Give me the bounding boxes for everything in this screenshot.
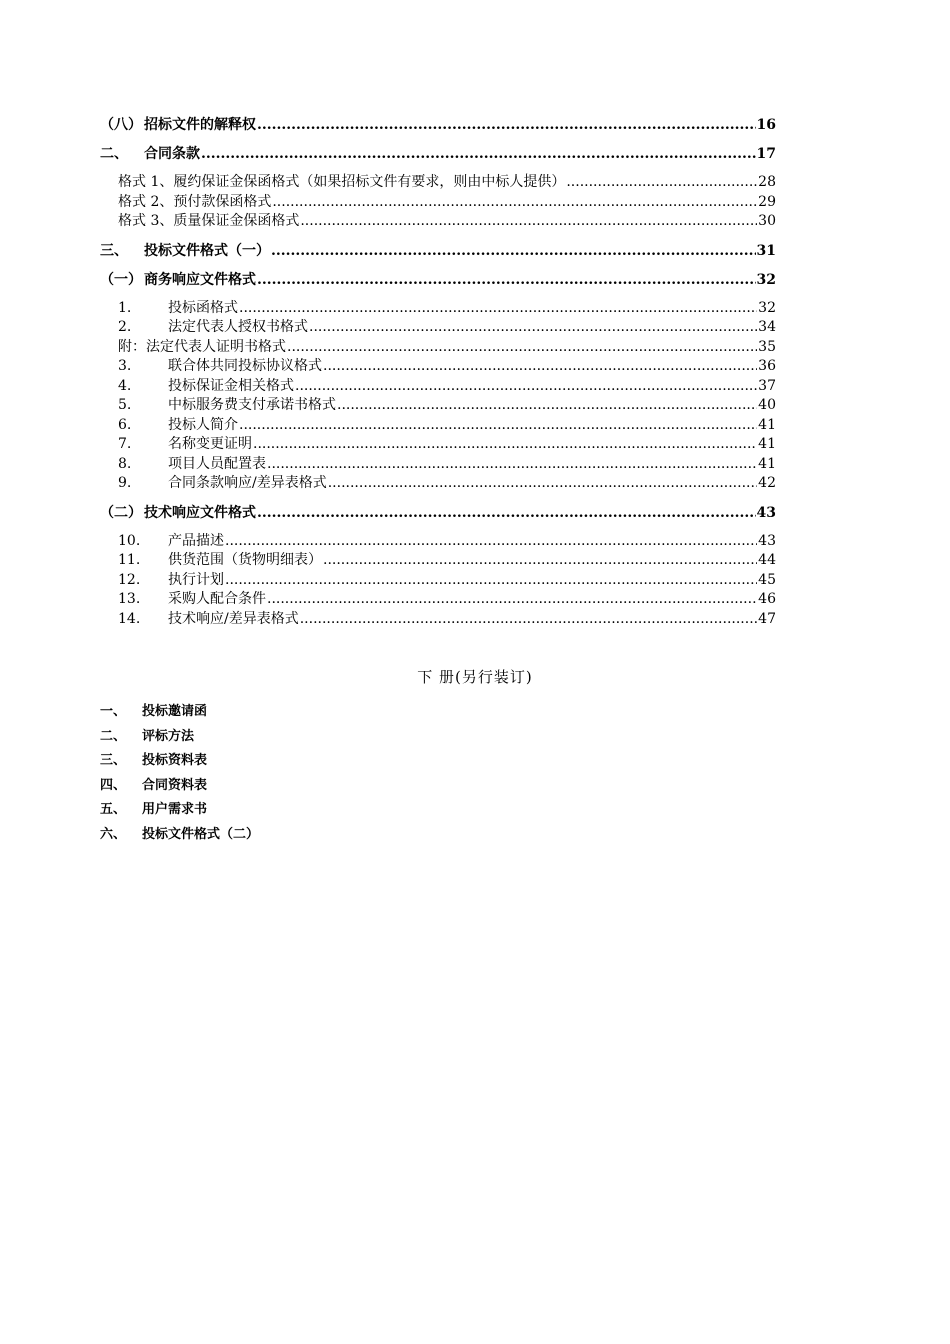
volume-2-item-number: 二、 (100, 728, 127, 744)
toc-entry-format-1[interactable] (100, 173, 776, 193)
toc-entry-section-8[interactable] (100, 115, 776, 135)
toc-entry-label: 产品描述 (168, 532, 224, 549)
dot-leader (337, 396, 757, 416)
toc-entry-label: 项目人员配置表 (168, 455, 266, 472)
dot-leader (309, 318, 757, 338)
toc-entry-label: 投标函格式 (168, 299, 238, 316)
volume-2-item-number: 三、 (100, 753, 127, 769)
toc-entry-item[interactable] (100, 396, 776, 416)
dot-leader (225, 571, 757, 591)
toc-entry-page: 41 (758, 436, 776, 452)
dot-leader (257, 503, 756, 523)
toc-entry-page: 43 (756, 504, 776, 521)
toc-entry-label: 联合体共同投标协议格式 (168, 358, 322, 374)
toc-entry-page: 43 (758, 532, 776, 549)
toc-entry-label: 技术响应/差异表格式 (168, 610, 299, 627)
toc-entry-page: 36 (758, 358, 776, 374)
toc-entry-item[interactable] (100, 435, 776, 455)
dot-leader (295, 377, 757, 397)
toc-entry-number: 13. (118, 591, 141, 607)
toc-entry-label: 技术响应文件格式 (144, 504, 256, 521)
toc-entry-label: 附：法定代表人证明书格式 (118, 338, 286, 355)
toc-entry-number: 2. (118, 319, 132, 335)
toc-entry-contract-terms[interactable] (100, 144, 776, 164)
dot-leader (239, 299, 757, 319)
volume-2-item-label: 合同资料表 (142, 777, 208, 793)
toc-entry-label: 格式 1、履约保证金保函格式（如果招标文件有要求，则由中标人提供） (118, 174, 566, 190)
dot-leader (257, 115, 756, 135)
toc-entry-commercial-response[interactable] (100, 270, 776, 290)
volume-2-item[interactable] (100, 825, 259, 850)
dot-leader (272, 193, 757, 213)
toc-entry-item[interactable] (100, 551, 776, 571)
toc-entry-item[interactable] (100, 338, 776, 358)
toc-entry-format-2[interactable] (100, 193, 776, 213)
toc-entry-number: 5. (118, 397, 132, 413)
toc-entry-page: 29 (758, 193, 776, 210)
volume-2-item-number: 五、 (100, 802, 127, 818)
toc-entry-item[interactable] (100, 455, 776, 475)
toc-entry-number: 12. (118, 571, 141, 588)
toc-entry-number: （八） (100, 117, 142, 133)
toc-entry-page: 41 (758, 455, 776, 472)
toc-entry-number: （一） (100, 271, 142, 288)
toc-entry-label: 中标服务费支付承诺书格式 (168, 397, 336, 413)
toc-entry-number: （二） (100, 504, 142, 521)
toc-entry-label: 商务响应文件格式 (144, 271, 256, 288)
volume-2-item[interactable] (100, 776, 259, 801)
dot-leader (323, 551, 757, 571)
toc-entry-number: 二、 (100, 146, 128, 162)
toc-entry-label: 投标文件格式（一） (144, 242, 270, 259)
toc-entry-label: 合同条款 (144, 146, 200, 162)
toc-entry-bid-format-1[interactable] (100, 241, 776, 261)
toc-entry-item[interactable] (100, 474, 776, 494)
volume-2-item[interactable] (100, 751, 259, 776)
toc-entry-number: 4. (118, 377, 132, 394)
toc-entry-label: 格式 2、预付款保函格式 (118, 193, 272, 210)
toc-entry-label: 法定代表人授权书格式 (168, 319, 308, 335)
volume-2-item-label: 评标方法 (142, 728, 195, 744)
toc-entry-number: 14. (118, 610, 141, 627)
toc-entry-item[interactable] (100, 590, 776, 610)
toc-entry-item[interactable] (100, 318, 776, 338)
toc-entry-item[interactable] (100, 532, 776, 552)
toc-entry-page: 37 (758, 377, 776, 394)
toc-entry-item[interactable] (100, 357, 776, 377)
dot-leader (300, 610, 757, 630)
volume-2-title: 下 册(另行装订) (417, 668, 533, 686)
toc-entry-item[interactable] (100, 571, 776, 591)
toc-entry-number: 9. (118, 475, 132, 491)
toc-entry-page: 30 (758, 213, 776, 229)
toc-entry-page: 35 (758, 338, 776, 355)
toc-entry-number: 11. (118, 552, 141, 568)
toc-entry-page: 28 (758, 174, 776, 190)
toc-entry-page: 46 (758, 591, 776, 607)
toc-entry-page: 41 (758, 416, 776, 433)
toc-entry-number: 10. (118, 532, 141, 549)
dot-leader (271, 241, 756, 261)
dot-leader (257, 270, 756, 290)
toc-entry-number: 1. (118, 299, 132, 316)
toc-entry-label: 采购人配合条件 (168, 591, 266, 607)
dot-leader (267, 455, 757, 475)
volume-2-item-number: 六、 (100, 826, 127, 842)
toc-entry-number: 6. (118, 416, 132, 433)
toc-entry-page: 17 (756, 146, 776, 162)
toc-entry-page: 40 (758, 397, 776, 413)
toc-entry-page: 45 (758, 571, 776, 588)
volume-2-item[interactable] (100, 727, 259, 752)
toc-entry-number: 三、 (100, 242, 128, 259)
toc-entry-label: 招标文件的解释权 (144, 117, 256, 133)
toc-entry-format-3[interactable] (100, 212, 776, 232)
volume-2-item[interactable] (100, 702, 259, 727)
dot-leader (253, 435, 757, 455)
dot-leader (267, 590, 757, 610)
volume-2-item-number: 四、 (100, 777, 127, 793)
toc-entry-page: 16 (756, 117, 776, 133)
dot-leader (328, 474, 757, 494)
toc-entry-number: 7. (118, 436, 132, 452)
dot-leader (225, 532, 757, 552)
toc-entry-page: 31 (756, 242, 776, 259)
toc-entry-page: 34 (758, 319, 776, 335)
table-of-contents (100, 115, 776, 629)
toc-entry-label: 合同条款响应/差异表格式 (168, 475, 327, 491)
dot-leader (323, 357, 757, 377)
toc-entry-number: 8. (118, 455, 132, 472)
toc-entry-item[interactable] (100, 416, 776, 436)
volume-2-item-label: 投标邀请函 (142, 704, 208, 719)
toc-entry-page: 32 (758, 299, 776, 316)
toc-entry-label: 投标保证金相关格式 (168, 377, 294, 394)
volume-2-list (100, 702, 259, 850)
dot-leader (287, 338, 757, 358)
toc-entry-page: 42 (758, 475, 776, 491)
toc-entry-item[interactable] (100, 610, 776, 630)
toc-entry-item[interactable] (100, 299, 776, 319)
volume-2-item-number: 一、 (100, 704, 127, 719)
toc-entry-label: 投标人简介 (168, 416, 238, 433)
volume-2-item[interactable] (100, 800, 259, 825)
toc-entry-page: 44 (758, 552, 776, 568)
toc-entry-page: 47 (758, 610, 776, 627)
dot-leader (300, 212, 757, 232)
toc-entry-label: 执行计划 (168, 571, 224, 588)
toc-entry-label: 名称变更证明 (168, 436, 252, 452)
volume-2-item-label: 投标文件格式（二） (142, 826, 260, 842)
volume-2-item-label: 投标资料表 (142, 753, 208, 769)
volume-2-item-label: 用户需求书 (142, 802, 208, 818)
dot-leader (566, 173, 757, 193)
toc-entry-technical-response[interactable] (100, 503, 776, 523)
dot-leader (239, 416, 757, 436)
toc-entry-label: 格式 3、质量保证金保函格式 (118, 213, 300, 229)
toc-entry-page: 32 (756, 271, 776, 288)
toc-entry-number: 3. (118, 358, 132, 374)
toc-entry-label: 供货范围（货物明细表） (168, 552, 322, 568)
dot-leader (201, 144, 756, 164)
toc-entry-item[interactable] (100, 377, 776, 397)
